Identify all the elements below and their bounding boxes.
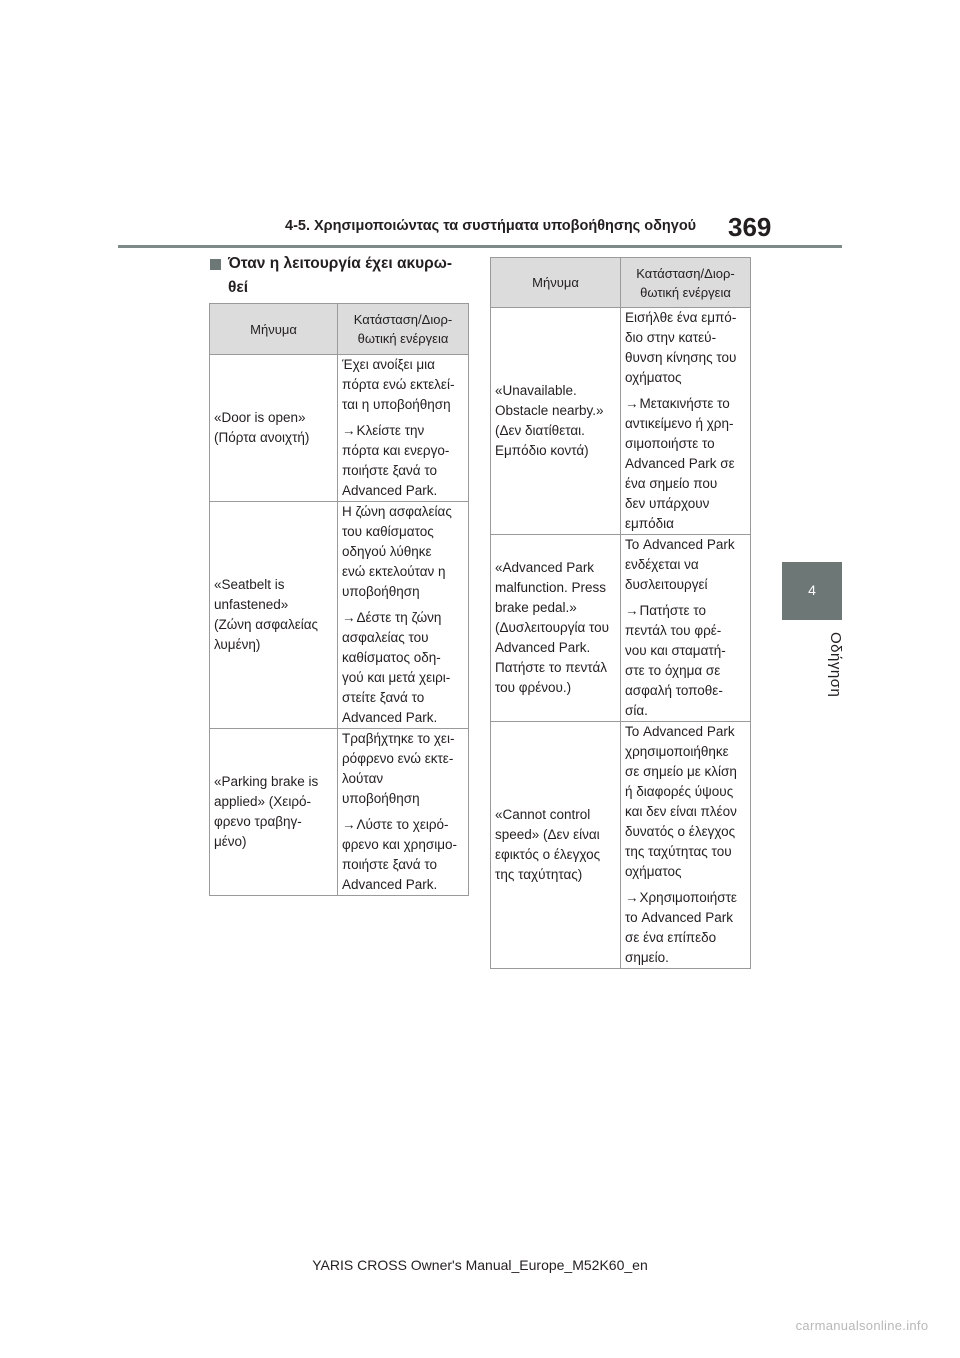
footer-manual-id: YARIS CROSS Owner's Manual_Europe_M52K60_en — [312, 1257, 648, 1273]
row-action: →Πατήστε το πεντάλ του φρέ- νου και σταματή- στε το όχημα σε ασφαλή τοποθε- σία. — [625, 603, 726, 718]
row-message: «Cannot control speed» (Δεν είναι εφικτός ο έλεγχος της ταχύτητας) — [495, 807, 601, 882]
row-message: «Advanced Park malfunction. Press brake pedal.» (Δυσλειτουργία του Advanced Park. Πατήστε το πεντάλ του φρένου.) — [495, 560, 610, 695]
row-action: →Χρησιμοποιήστε το Advanced Park σε ένα επίπεδο σημείο. — [625, 890, 737, 965]
row-message: «Seatbelt is unfastened» (Ζώνη ασφαλείας λυμένη) — [214, 577, 319, 652]
row-message: «Parking brake is applied» (Χειρό- φρενο τραβηγ- μένο) — [214, 774, 319, 849]
row-situation: Εισήλθε ένα εμπό- διο στην κατεύ- θυνση κίνησης του οχήματος — [625, 310, 737, 385]
section-header-title: 4-5. Χρησιμοποιώντας τα συστήματα υποβοήθησης οδηγού — [285, 218, 697, 234]
table-row — [210, 502, 469, 729]
section-bullet-icon — [210, 259, 221, 270]
row-action: →Λύστε το χειρό- φρενο και χρησιμο- ποιήστε ξανά το Advanced Park. — [342, 817, 457, 892]
header-divider — [118, 245, 842, 248]
header-message: Μήνυμα — [491, 258, 621, 308]
row-situation: Έχει ανοίξει μια πόρτα ενώ εκτελεί- ται η υποβοήθηση — [342, 357, 455, 412]
row-action: →Μετακινήστε το αντικείμενο ή χρη- σιμοποιήστε το Advanced Park σε ένα σημείο που δεν υπάρχουν εμπόδια — [625, 396, 735, 531]
arrow-icon: → — [625, 890, 639, 905]
table-header-row — [210, 304, 469, 355]
arrow-icon: → — [625, 396, 639, 411]
messages-table-right — [490, 257, 751, 969]
watermark: carmanualsonline.info — [795, 1318, 929, 1333]
table-header-row — [491, 258, 751, 308]
table-row — [210, 355, 469, 502]
page-number: 369 — [728, 212, 772, 242]
header-situation-action: Κατάσταση/Διορ- θωτική ενέργεια — [338, 304, 469, 355]
section-title: Όταν η λειτουργία έχει ακυρω- θεί — [228, 255, 453, 296]
chapter-number: 4 — [808, 582, 816, 598]
table-row — [210, 729, 469, 896]
table-row — [491, 722, 751, 969]
row-situation: Το Advanced Park χρησιμοποιήθηκε σε σημείο με κλίση ή διαφορές ύψους και δεν είναι πλέον δυνατός ο έλεγχος της ταχύτητας του οχήματος — [625, 724, 737, 879]
row-situation: Η ζώνη ασφαλείας του καθίσματος οδηγού λύθηκε ενώ εκτελούταν η υποβοήθηση — [342, 504, 452, 599]
header-situation-action: Κατάσταση/Διορ- θωτική ενέργεια — [621, 258, 751, 308]
row-action: →Δέστε τη ζώνη ασφαλείας του καθίσματος οδη- γού και μετά χειρι- στείτε ξανά το Advanced Park. — [342, 610, 451, 725]
row-message: «Unavailable. Obstacle nearby.» (Δεν διατίθεται. Εμπόδιο κοντά) — [495, 383, 604, 458]
table-row — [491, 535, 751, 722]
row-situation: Τραβήχτηκε το χει- ρόφρενο ενώ εκτε- λούταν υποβοήθηση — [342, 731, 455, 806]
arrow-icon: → — [342, 610, 356, 625]
arrow-icon: → — [625, 603, 639, 618]
messages-table-left — [209, 303, 469, 896]
table-row — [491, 308, 751, 535]
header-message: Μήνυμα — [210, 304, 338, 355]
row-action: →Κλείστε την πόρτα και ενεργο- ποιήστε ξανά το Advanced Park. — [342, 423, 450, 498]
row-situation: Το Advanced Park ενδέχεται να δυσλειτουργεί — [625, 537, 735, 592]
row-message: «Door is open» (Πόρτα ανοιχτή) — [214, 410, 310, 445]
arrow-icon: → — [342, 817, 356, 832]
chapter-label: Οδήγηση — [827, 632, 844, 698]
arrow-icon: → — [342, 423, 356, 438]
